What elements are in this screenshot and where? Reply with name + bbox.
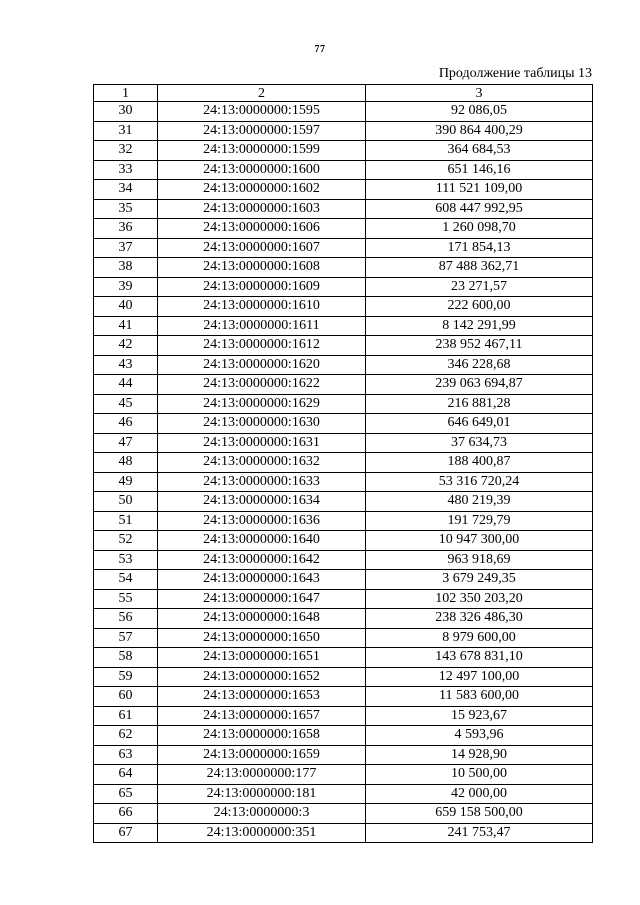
table-row bbox=[94, 316, 593, 336]
row-number-cell: 47 bbox=[94, 433, 158, 453]
value-cell: 10 947 300,00 bbox=[366, 531, 593, 551]
cadastral-number-cell: 24:13:0000000:1602 bbox=[158, 180, 366, 200]
table-row bbox=[94, 355, 593, 375]
value-cell: 11 583 600,00 bbox=[366, 687, 593, 707]
value-cell: 346 228,68 bbox=[366, 355, 593, 375]
row-number-cell: 54 bbox=[94, 570, 158, 590]
row-number-cell: 50 bbox=[94, 492, 158, 512]
row-number-cell: 49 bbox=[94, 472, 158, 492]
value-cell: 659 158 500,00 bbox=[366, 804, 593, 824]
header-col-1: 1 bbox=[94, 85, 158, 102]
table-row bbox=[94, 433, 593, 453]
table-row bbox=[94, 570, 593, 590]
row-number-cell: 61 bbox=[94, 706, 158, 726]
row-number-cell: 37 bbox=[94, 238, 158, 258]
row-number-cell: 42 bbox=[94, 336, 158, 356]
table-row bbox=[94, 804, 593, 824]
cadastral-number-cell: 24:13:0000000:1642 bbox=[158, 550, 366, 570]
table-row bbox=[94, 472, 593, 492]
row-number-cell: 34 bbox=[94, 180, 158, 200]
table-row bbox=[94, 687, 593, 707]
table-row bbox=[94, 375, 593, 395]
value-cell: 480 219,39 bbox=[366, 492, 593, 512]
value-cell: 15 923,67 bbox=[366, 706, 593, 726]
table-row bbox=[94, 765, 593, 785]
cadastral-number-cell: 24:13:0000000:1632 bbox=[158, 453, 366, 473]
value-cell: 238 326 486,30 bbox=[366, 609, 593, 629]
table-row bbox=[94, 102, 593, 122]
cadastral-number-cell: 24:13:0000000:351 bbox=[158, 823, 366, 843]
cadastral-number-cell: 24:13:0000000:1600 bbox=[158, 160, 366, 180]
row-number-cell: 40 bbox=[94, 297, 158, 317]
cadastral-number-cell: 24:13:0000000:1659 bbox=[158, 745, 366, 765]
cadastral-number-cell: 24:13:0000000:1608 bbox=[158, 258, 366, 278]
row-number-cell: 58 bbox=[94, 648, 158, 668]
table-row bbox=[94, 667, 593, 687]
row-number-cell: 65 bbox=[94, 784, 158, 804]
value-cell: 239 063 694,87 bbox=[366, 375, 593, 395]
row-number-cell: 66 bbox=[94, 804, 158, 824]
value-cell: 191 729,79 bbox=[366, 511, 593, 531]
cadastral-number-cell: 24:13:0000000:1622 bbox=[158, 375, 366, 395]
table-row bbox=[94, 453, 593, 473]
row-number-cell: 57 bbox=[94, 628, 158, 648]
row-number-cell: 67 bbox=[94, 823, 158, 843]
table-row bbox=[94, 160, 593, 180]
cadastral-number-cell: 24:13:0000000:1650 bbox=[158, 628, 366, 648]
cadastral-number-cell: 24:13:0000000:181 bbox=[158, 784, 366, 804]
row-number-cell: 64 bbox=[94, 765, 158, 785]
table-row bbox=[94, 784, 593, 804]
table-row bbox=[94, 589, 593, 609]
row-number-cell: 39 bbox=[94, 277, 158, 297]
table-row bbox=[94, 628, 593, 648]
value-cell: 23 271,57 bbox=[366, 277, 593, 297]
cadastral-number-cell: 24:13:0000000:177 bbox=[158, 765, 366, 785]
table-row bbox=[94, 726, 593, 746]
cadastral-number-cell: 24:13:0000000:1606 bbox=[158, 219, 366, 239]
row-number-cell: 59 bbox=[94, 667, 158, 687]
cadastral-number-cell: 24:13:0000000:1651 bbox=[158, 648, 366, 668]
table-row bbox=[94, 297, 593, 317]
cadastral-number-cell: 24:13:0000000:1657 bbox=[158, 706, 366, 726]
data-table bbox=[93, 84, 593, 843]
row-number-cell: 32 bbox=[94, 141, 158, 161]
value-cell: 3 679 249,35 bbox=[366, 570, 593, 590]
table-row bbox=[94, 141, 593, 161]
cadastral-number-cell: 24:13:0000000:1634 bbox=[158, 492, 366, 512]
value-cell: 111 521 109,00 bbox=[366, 180, 593, 200]
table-caption: Продолжение таблицы 13 bbox=[438, 66, 592, 81]
cadastral-number-cell: 24:13:0000000:1597 bbox=[158, 121, 366, 141]
table-row bbox=[94, 219, 593, 239]
value-cell: 8 142 291,99 bbox=[366, 316, 593, 336]
header-row bbox=[94, 85, 593, 102]
table-row bbox=[94, 394, 593, 414]
cadastral-number-cell: 24:13:0000000:1658 bbox=[158, 726, 366, 746]
table-row bbox=[94, 550, 593, 570]
cadastral-number-cell: 24:13:0000000:1595 bbox=[158, 102, 366, 122]
header-col-2: 2 bbox=[158, 85, 366, 102]
cadastral-number-cell: 24:13:0000000:1612 bbox=[158, 336, 366, 356]
table-row bbox=[94, 823, 593, 843]
cadastral-number-cell: 24:13:0000000:1633 bbox=[158, 472, 366, 492]
row-number-cell: 56 bbox=[94, 609, 158, 629]
row-number-cell: 36 bbox=[94, 219, 158, 239]
cadastral-number-cell: 24:13:0000000:1653 bbox=[158, 687, 366, 707]
table-row bbox=[94, 609, 593, 629]
table-row bbox=[94, 336, 593, 356]
value-cell: 651 146,16 bbox=[366, 160, 593, 180]
row-number-cell: 63 bbox=[94, 745, 158, 765]
value-cell: 87 488 362,71 bbox=[366, 258, 593, 278]
cadastral-number-cell: 24:13:0000000:1610 bbox=[158, 297, 366, 317]
row-number-cell: 53 bbox=[94, 550, 158, 570]
cadastral-number-cell: 24:13:0000000:1631 bbox=[158, 433, 366, 453]
value-cell: 364 684,53 bbox=[366, 141, 593, 161]
value-cell: 390 864 400,29 bbox=[366, 121, 593, 141]
value-cell: 1 260 098,70 bbox=[366, 219, 593, 239]
value-cell: 102 350 203,20 bbox=[366, 589, 593, 609]
value-cell: 216 881,28 bbox=[366, 394, 593, 414]
row-number-cell: 30 bbox=[94, 102, 158, 122]
row-number-cell: 44 bbox=[94, 375, 158, 395]
value-cell: 10 500,00 bbox=[366, 765, 593, 785]
cadastral-number-cell: 24:13:0000000:1652 bbox=[158, 667, 366, 687]
table-row bbox=[94, 258, 593, 278]
table-row bbox=[94, 511, 593, 531]
row-number-cell: 45 bbox=[94, 394, 158, 414]
value-cell: 53 316 720,24 bbox=[366, 472, 593, 492]
value-cell: 8 979 600,00 bbox=[366, 628, 593, 648]
row-number-cell: 51 bbox=[94, 511, 158, 531]
value-cell: 4 593,96 bbox=[366, 726, 593, 746]
table-row bbox=[94, 238, 593, 258]
value-cell: 608 447 992,95 bbox=[366, 199, 593, 219]
table-row bbox=[94, 745, 593, 765]
value-cell: 143 678 831,10 bbox=[366, 648, 593, 668]
table-row bbox=[94, 121, 593, 141]
row-number-cell: 43 bbox=[94, 355, 158, 375]
value-cell: 963 918,69 bbox=[366, 550, 593, 570]
table-row bbox=[94, 492, 593, 512]
cadastral-number-cell: 24:13:0000000:1620 bbox=[158, 355, 366, 375]
page-number: 77 bbox=[314, 44, 326, 55]
cadastral-number-cell: 24:13:0000000:1648 bbox=[158, 609, 366, 629]
cadastral-number-cell: 24:13:0000000:1636 bbox=[158, 511, 366, 531]
cadastral-number-cell: 24:13:0000000:1647 bbox=[158, 589, 366, 609]
row-number-cell: 52 bbox=[94, 531, 158, 551]
value-cell: 222 600,00 bbox=[366, 297, 593, 317]
value-cell: 42 000,00 bbox=[366, 784, 593, 804]
table-row bbox=[94, 199, 593, 219]
table-row bbox=[94, 180, 593, 200]
cadastral-number-cell: 24:13:0000000:1640 bbox=[158, 531, 366, 551]
cadastral-number-cell: 24:13:0000000:1643 bbox=[158, 570, 366, 590]
table-row bbox=[94, 531, 593, 551]
value-cell: 241 753,47 bbox=[366, 823, 593, 843]
row-number-cell: 48 bbox=[94, 453, 158, 473]
row-number-cell: 41 bbox=[94, 316, 158, 336]
cadastral-number-cell: 24:13:0000000:3 bbox=[158, 804, 366, 824]
value-cell: 171 854,13 bbox=[366, 238, 593, 258]
row-number-cell: 46 bbox=[94, 414, 158, 434]
value-cell: 92 086,05 bbox=[366, 102, 593, 122]
row-number-cell: 35 bbox=[94, 199, 158, 219]
header-col-3: 3 bbox=[366, 85, 593, 102]
cadastral-number-cell: 24:13:0000000:1603 bbox=[158, 199, 366, 219]
value-cell: 646 649,01 bbox=[366, 414, 593, 434]
cadastral-number-cell: 24:13:0000000:1630 bbox=[158, 414, 366, 434]
value-cell: 238 952 467,11 bbox=[366, 336, 593, 356]
value-cell: 188 400,87 bbox=[366, 453, 593, 473]
cadastral-number-cell: 24:13:0000000:1629 bbox=[158, 394, 366, 414]
cadastral-number-cell: 24:13:0000000:1609 bbox=[158, 277, 366, 297]
table-body bbox=[94, 102, 593, 843]
table-header bbox=[94, 85, 593, 102]
row-number-cell: 31 bbox=[94, 121, 158, 141]
row-number-cell: 60 bbox=[94, 687, 158, 707]
value-cell: 12 497 100,00 bbox=[366, 667, 593, 687]
row-number-cell: 33 bbox=[94, 160, 158, 180]
table-row bbox=[94, 414, 593, 434]
cadastral-number-cell: 24:13:0000000:1607 bbox=[158, 238, 366, 258]
row-number-cell: 38 bbox=[94, 258, 158, 278]
table-row bbox=[94, 706, 593, 726]
row-number-cell: 62 bbox=[94, 726, 158, 746]
value-cell: 37 634,73 bbox=[366, 433, 593, 453]
table-row bbox=[94, 648, 593, 668]
cadastral-number-cell: 24:13:0000000:1599 bbox=[158, 141, 366, 161]
table-row bbox=[94, 277, 593, 297]
row-number-cell: 55 bbox=[94, 589, 158, 609]
value-cell: 14 928,90 bbox=[366, 745, 593, 765]
cadastral-number-cell: 24:13:0000000:1611 bbox=[158, 316, 366, 336]
